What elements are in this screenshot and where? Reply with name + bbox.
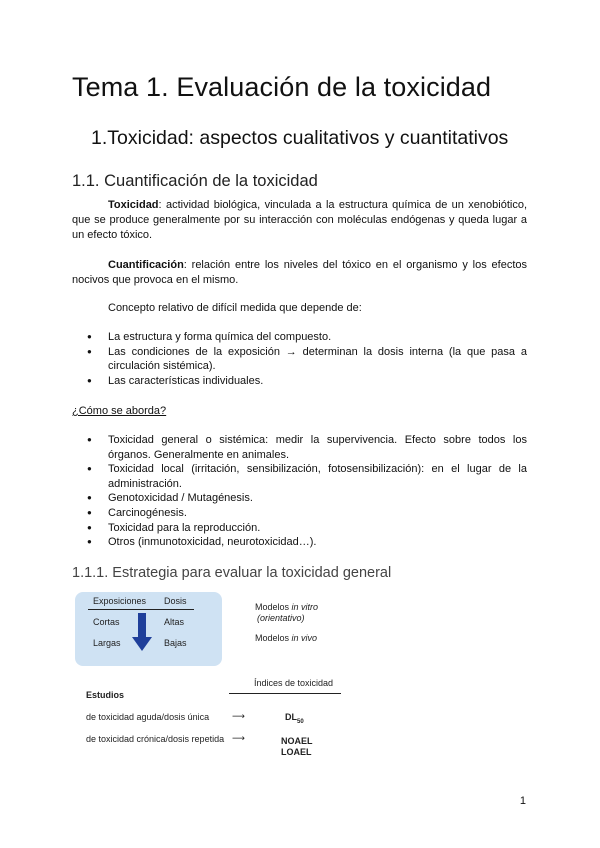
cuantificacion-term: Cuantificación: [108, 259, 184, 271]
col-exposiciones: Exposiciones: [93, 596, 147, 606]
orientativo-note: (orientativo): [257, 613, 305, 623]
list-item: ● Toxicidad para la reproducción.: [72, 521, 527, 536]
estudios-label: Estudios: [86, 690, 125, 700]
arrow-aguda-icon: ⟶: [232, 711, 245, 721]
header-rule: [88, 609, 194, 610]
subsubsection-heading: 1.1.1. Estrategia para evaluar la toxicidad general: [72, 565, 392, 581]
page-title: Tema 1. Evaluación de la toxicidad: [72, 72, 492, 102]
depende-list: [72, 330, 527, 388]
row-altas: Altas: [164, 617, 185, 627]
row-cortas: Cortas: [93, 617, 120, 627]
list-item: ● Las condiciones de la exposición → determinan la dosis interna (la que pasa a circulación sistémica).: [72, 345, 527, 374]
modelos-invivo: Modelos in vivo: [255, 633, 318, 643]
como-list: [72, 433, 527, 550]
cuantificacion-text: : relación entre los niveles del tóxico en el organismo y los efectos nocivos que provoca en el mismo.: [72, 259, 527, 286]
list-item: ● La estructura y forma química del compuesto.: [72, 330, 527, 345]
row-bajas: Bajas: [164, 638, 187, 648]
list-item: ● Otros (inmunotoxicidad, neurotoxicidad…).: [72, 535, 527, 550]
indices-rule: [229, 693, 341, 694]
list-item: ● Las características individuales.: [72, 374, 527, 389]
estudio-cronica: de toxicidad crónica/dosis repetida: [86, 734, 225, 744]
list-item: ● Toxicidad local (irritación, sensibilización, fotosensibilización): en el lugar de la administración.: [72, 462, 527, 491]
arrow-cronica-icon: ⟶: [232, 733, 245, 743]
noael-index: NOAEL: [281, 736, 313, 746]
dl50-index: $DL_{50}$: [285, 712, 304, 725]
col-dosis: Dosis: [164, 596, 187, 606]
concepto-text: Concepto relativo de difícil medida que depende de:: [108, 302, 362, 314]
toxicidad-term: Toxicidad: [108, 199, 159, 211]
list-item: ● Toxicidad general o sistémica: medir la supervivencia. Efecto sobre todos los órganos. Generalmente en animales.: [72, 433, 527, 462]
modelos-invitro: Modelos in vitro: [255, 602, 319, 612]
row-largas: Largas: [93, 638, 121, 648]
section-heading: 1.Toxicidad: aspectos cualitativos y cuantitativos: [91, 127, 509, 149]
page-number: 1: [519, 795, 526, 807]
down-arrow-icon: [131, 613, 153, 653]
cuantificacion-definition: [72, 258, 527, 288]
toxicidad-definition: [72, 198, 527, 243]
toxicidad-text: : actividad biológica, vinculada a la estructura química de un xenobiótico, que se produce generalmente por su interacción con moléculas endógenas y queda lugar a un efecto tóxico.: [72, 199, 527, 241]
list-item: ● Genotoxicidad / Mutagénesis.: [72, 491, 527, 506]
estudio-aguda: de toxicidad aguda/dosis única: [86, 712, 210, 722]
loael-index: LOAEL: [281, 747, 312, 757]
list-item: ● Carcinogénesis.: [72, 506, 527, 521]
como-heading: ¿Cómo se aborda?: [72, 405, 167, 417]
indices-header: Índices de toxicidad: [254, 678, 334, 688]
subsection-heading: 1.1. Cuantificación de la toxicidad: [72, 172, 318, 190]
